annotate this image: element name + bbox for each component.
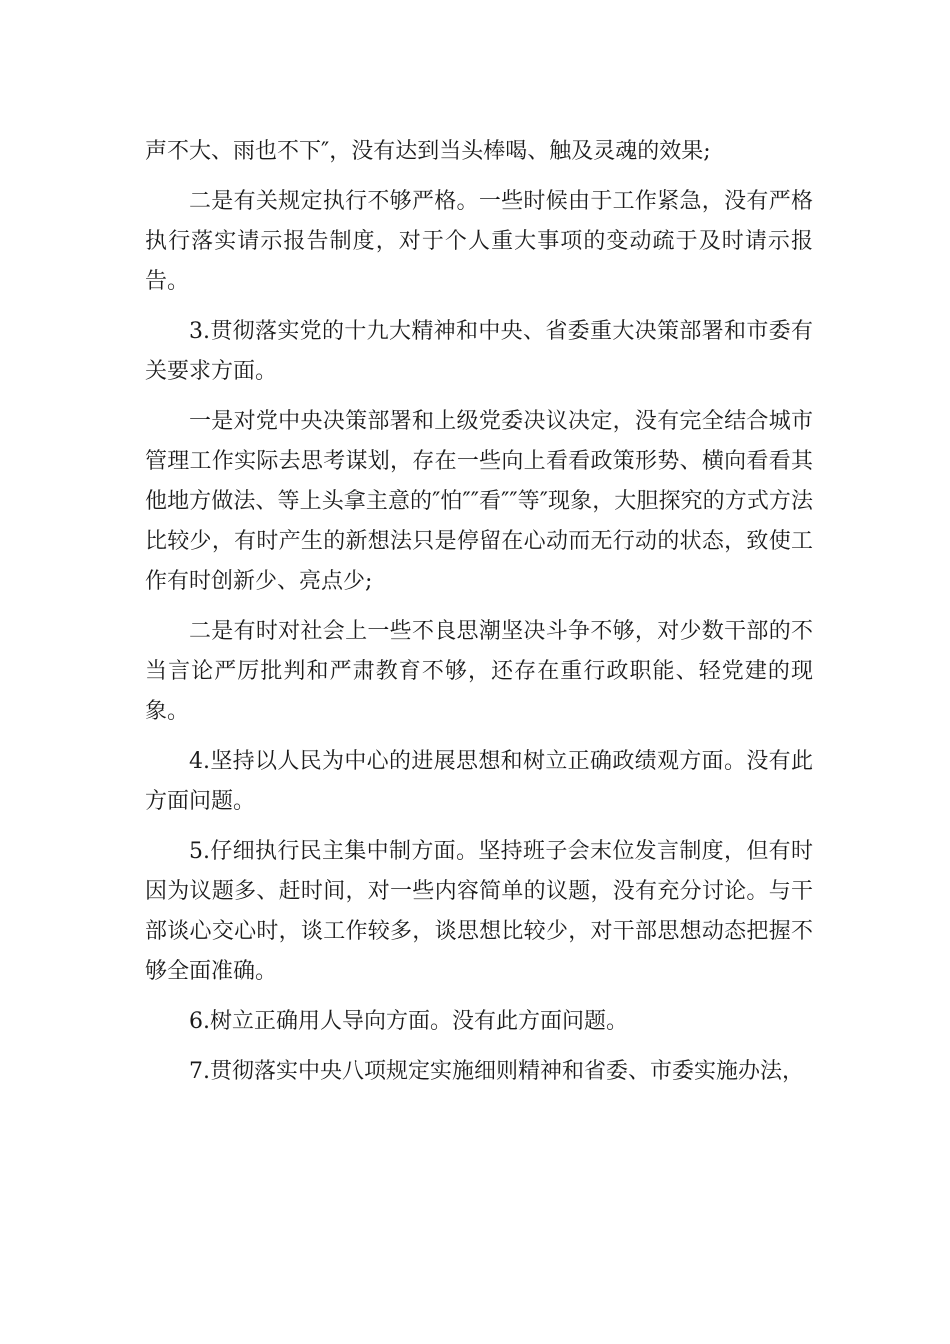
paragraph-heading-5: 5.仔细执行民主集中制方面。坚持班子会末位发言制度，但有时因为议题多、赶时间，对一些内容简单的议题，没有充分讨论。与干部谈心交心时，谈工作较多，谈思想比较少，对干部思想动态把握不够全面准确。 — [145, 839, 813, 984]
paragraph-continuation: 声不大、雨也不下″，没有达到当头棒喝、触及灵魂的效果; — [145, 139, 711, 164]
paragraph-heading-3: 3.贯彻落实党的十九大精神和中央、省委重大决策部署和市委有关要求方面。 — [145, 319, 813, 384]
paragraph-heading-4: 4.坚持以人民为中心的进展思想和树立正确政绩观方面。没有此方面问题。 — [145, 749, 813, 814]
document-body — [145, 132, 813, 1102]
paragraph-decision-implementation: 一是对党中央决策部署和上级党委决议决定，没有完全结合城市管理工作实际去思考谋划，存在一些向上看看政策形势、横向看看其他地方做法、等上头拿主意的″怕″″看″″等″现象，大胆探究的方式方法比较少，有时产生的新想法只是停留在心动而无行动的状态，致使工作有时创新少、亮点少; — [145, 409, 813, 594]
paragraph-regulation-enforcement: 二是有关规定执行不够严格。一些时候由于工作紧急，没有严格执行落实请示报告制度，对于个人重大事项的变动疏于及时请示报告。 — [145, 189, 813, 294]
paragraph-heading-6: 6.树立正确用人导向方面。没有此方面问题。 — [189, 1009, 628, 1034]
paragraph-ideological-struggle: 二是有时对社会上一些不良思潮坚决斗争不够，对少数干部的不当言论严厉批判和严肃教育不够，还存在重行政职能、轻党建的现象。 — [145, 619, 813, 724]
paragraph-heading-7: 7.贯彻落实中央八项规定实施细则精神和省委、市委实施办法， — [189, 1059, 804, 1084]
